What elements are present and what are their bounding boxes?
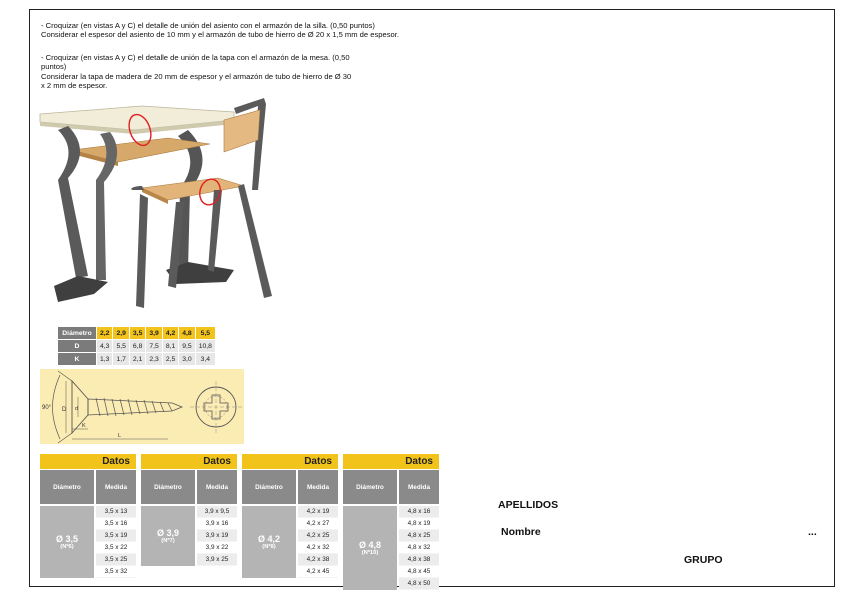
diameter-cell: [242, 506, 296, 578]
col-medida: Medida: [96, 470, 136, 504]
table-cell: 3,9: [146, 327, 162, 340]
col-diametro: Diámetro: [242, 470, 296, 504]
chair-leg: [136, 194, 148, 308]
datos-header: [343, 470, 439, 504]
list-item: 3,5 x 19: [96, 530, 136, 542]
angle-label: 90°: [42, 405, 52, 411]
diameter-number: (Nº6): [60, 544, 74, 550]
table-cell: 2,1: [129, 353, 145, 366]
table-cell: 9,5: [179, 340, 195, 353]
datos-title: Datos: [40, 454, 136, 469]
list-item: 4,2 x 19: [298, 506, 338, 518]
grupo-label: GRUPO: [684, 554, 723, 566]
datos-table-3-5: [40, 454, 136, 578]
screw-shank: [88, 399, 182, 415]
table-cell: 2,9: [113, 327, 129, 340]
list-item: 4,2 x 45: [298, 566, 338, 578]
list-item: 4,2 x 38: [298, 554, 338, 566]
diameter-cell: [343, 506, 397, 590]
list-item: 3,9 x 19: [197, 530, 237, 542]
datos-body: [343, 506, 439, 590]
list-item: 4,8 x 50: [399, 578, 439, 590]
table-cell: 3,5: [129, 327, 145, 340]
datos-table-4-8: [343, 454, 439, 590]
table-cell: 2,2: [97, 327, 113, 340]
datos-table-4-2: [242, 454, 338, 578]
list-item: 4,8 x 45: [399, 566, 439, 578]
list-item: 4,2 x 25: [298, 530, 338, 542]
size-list: [96, 506, 136, 578]
datos-title: Datos: [242, 454, 338, 469]
datos-body: [242, 506, 338, 578]
table-cell: 5,5: [195, 327, 215, 340]
list-item: 3,5 x 25: [96, 554, 136, 566]
list-item: 4,8 x 38: [399, 554, 439, 566]
dim-L-label: L: [118, 433, 122, 439]
dim-d-label: d: [75, 406, 79, 412]
diameter-value: Ø 4,2: [257, 534, 280, 544]
size-list: [399, 506, 439, 590]
list-item: 3,5 x 16: [96, 518, 136, 530]
chair-leg: [238, 184, 272, 298]
table-cell: 4,2: [162, 327, 178, 340]
col-medida: Medida: [298, 470, 338, 504]
datos-title: Datos: [343, 454, 439, 469]
diameter-value: Ø 3,5: [55, 534, 78, 544]
list-item: 4,8 x 19: [399, 518, 439, 530]
datos-table-3-9: [141, 454, 237, 566]
list-item: 4,2 x 27: [298, 518, 338, 530]
list-item: 3,5 x 13: [96, 506, 136, 518]
table-cell: 5,5: [113, 340, 129, 353]
table-cell: 4,8: [179, 327, 195, 340]
col-medida: Medida: [197, 470, 237, 504]
list-item: 4,8 x 16: [399, 506, 439, 518]
instruction-desk: [41, 53, 353, 91]
list-item: 3,9 x 9,5: [197, 506, 237, 518]
desk-chair-illustration: [38, 90, 278, 326]
instruction-line: Considerar el espesor del asiento de 10 mm y el armazón de tubo de hierro de Ø 20 x 1,5 mm de espesor.: [41, 30, 399, 40]
col-diametro: Diámetro: [141, 470, 195, 504]
list-item: 3,9 x 25: [197, 554, 237, 566]
table-cell: 2,3: [146, 353, 162, 366]
table-row: [58, 340, 216, 353]
table-cell: 6,8: [129, 340, 145, 353]
nombre-label: Nombre: [501, 526, 541, 538]
instruction-line: - Croquizar (en vistas A y C) el detalle de unión del asiento con el armazón de la silla. (0,50 puntos): [41, 21, 375, 30]
table-cell: 4,3: [97, 340, 113, 353]
dim-K-label: K: [82, 423, 86, 429]
diameter-value: Ø 3,9: [156, 528, 179, 538]
diameter-cell: [40, 506, 94, 578]
size-list: [197, 506, 237, 566]
list-item: 3,5 x 32: [96, 566, 136, 578]
list-item: 3,9 x 16: [197, 518, 237, 530]
datos-header: [141, 470, 237, 504]
table-cell: 3,0: [179, 353, 195, 366]
datos-body: [141, 506, 237, 566]
table-cell: 10,8: [195, 340, 215, 353]
ellipsis-label: ...: [808, 526, 817, 538]
diameter-number: (Nº10): [361, 550, 379, 556]
list-item: 4,8 x 32: [399, 542, 439, 554]
instruction-line: Considerar la tapa de madera de 20 mm de espesor y el armazón de tubo de hierro de Ø 30 x 2 mm de espesor.: [41, 71, 352, 91]
list-item: 3,9 x 22: [197, 542, 237, 554]
col-diametro: Diámetro: [40, 470, 94, 504]
screw-drawing: [40, 369, 244, 444]
instruction-chair: [41, 21, 441, 40]
datos-header: [40, 470, 136, 504]
datos-header: [242, 470, 338, 504]
table-row: [58, 327, 216, 340]
diameter-value: Ø 4,8: [358, 540, 381, 550]
row-label: Diámetro: [58, 327, 97, 340]
col-medida: Medida: [399, 470, 439, 504]
screw-threads: [96, 398, 172, 416]
diameter-cell: [141, 506, 195, 566]
table-cell: 1,7: [113, 353, 129, 366]
table-cell: 2,5: [162, 353, 178, 366]
instruction-line: - Croquizar (en vistas A y C) el detalle de unión de la tapa con el armazón de la mesa. (0,50 puntos): [41, 53, 350, 72]
dim-D-label: D: [62, 407, 67, 413]
table-cell: 8,1: [162, 340, 178, 353]
desk-leg-right: [178, 130, 203, 270]
diameter-number: (Nº8): [262, 544, 276, 550]
table-cell: 7,5: [146, 340, 162, 353]
row-label: K: [58, 353, 97, 366]
row-label: D: [58, 340, 97, 353]
diameter-number: (Nº7): [161, 538, 175, 544]
datos-body: [40, 506, 136, 578]
diameter-table: [57, 326, 216, 366]
size-list: [298, 506, 338, 578]
col-diametro: Diámetro: [343, 470, 397, 504]
table-cell: 3,4: [195, 353, 215, 366]
list-item: 4,8 x 25: [399, 530, 439, 542]
datos-title: Datos: [141, 454, 237, 469]
list-item: 4,2 x 32: [298, 542, 338, 554]
table-row: [58, 353, 216, 366]
list-item: 3,5 x 22: [96, 542, 136, 554]
table-cell: 1,3: [97, 353, 113, 366]
apellidos-label: APELLIDOS: [498, 499, 559, 511]
